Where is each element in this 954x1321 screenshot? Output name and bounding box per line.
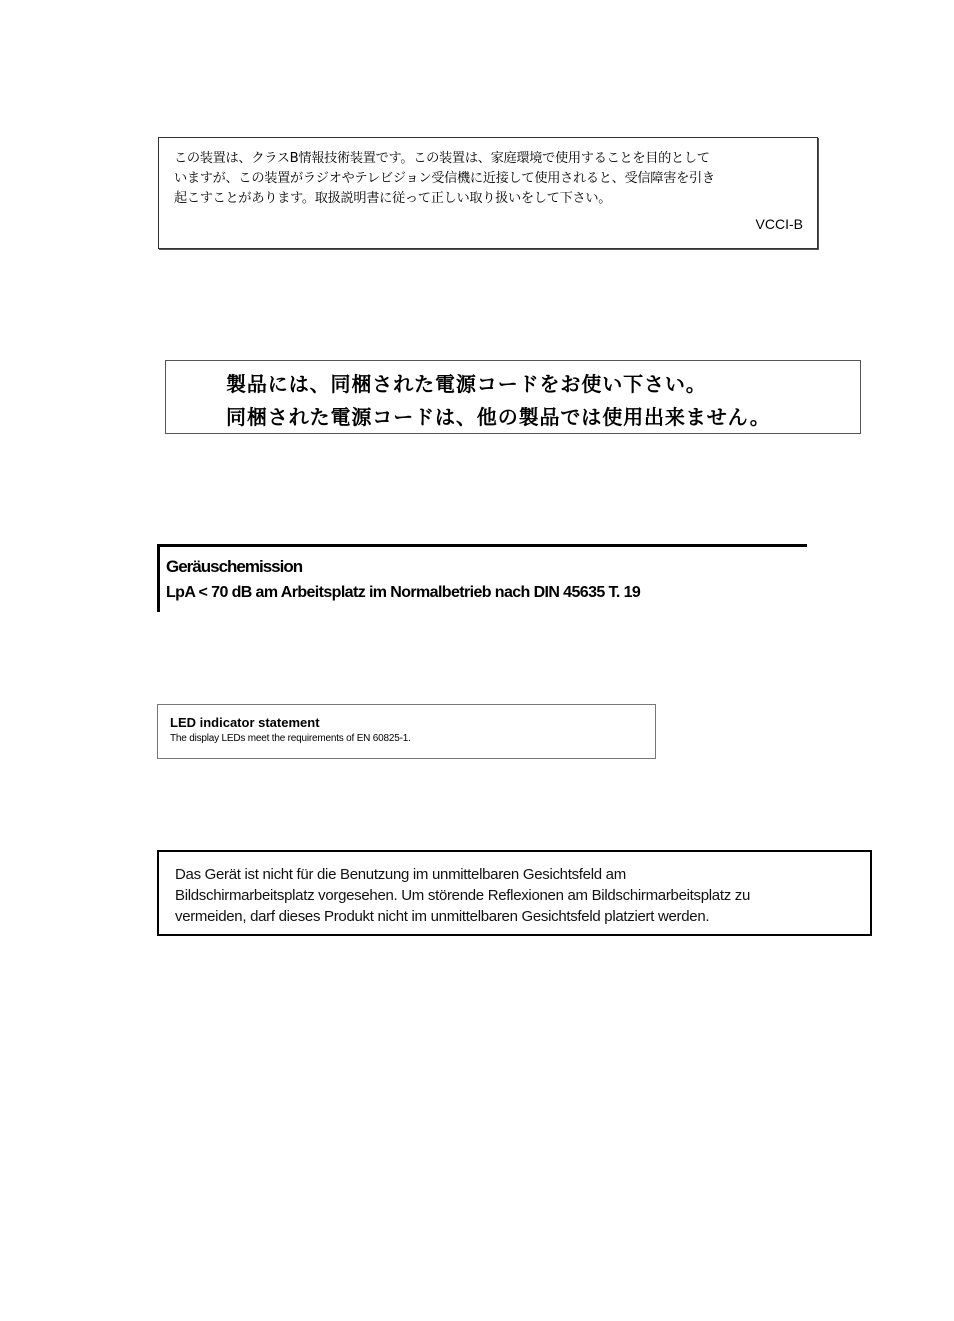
- power-cord-line: 同梱された電源コードは、他の製品では使用出来ません。: [226, 405, 771, 429]
- noise-emission-box: [157, 544, 807, 612]
- workplace-line: Bildschirmarbeitsplatz vorgesehen. Um störende Reflexionen am Bildschirmarbeitsplatz zu: [175, 887, 750, 904]
- workplace-line: vermeiden, darf dieses Produkt nicht im unmittelbaren Gesichtsfeld platziert werden.: [175, 908, 710, 925]
- led-statement-box: [157, 704, 656, 759]
- vcci-line: この装置は、クラスB情報技術装置です。この装置は、家庭環境で使用することを目的として: [174, 151, 710, 166]
- workplace-line: Das Gerät ist nicht für die Benutzung im unmittelbaren Gesichtsfeld am: [175, 866, 626, 883]
- vcci-notice-box: [158, 137, 818, 249]
- vcci-line: いますが、この装置がラジオやテレビジョン受信機に近接して使用されると、受信障害を引き: [174, 171, 715, 186]
- noise-emission-text: LpA < 70 dB am Arbeitsplatz im Normalbetrieb nach DIN 45635 T. 19: [166, 584, 641, 601]
- power-cord-notice-box: [165, 360, 861, 434]
- led-statement-title: LED indicator statement: [170, 715, 320, 730]
- power-cord-line: 製品には、同梱された電源コードをお使い下さい。: [226, 372, 707, 396]
- noise-emission-title: Geräuschemission: [166, 557, 303, 576]
- led-statement-text: The display LEDs meet the requirements of EN 60825-1.: [170, 733, 411, 744]
- vcci-class-code: VCCI-B: [755, 216, 803, 232]
- vcci-line: 起こすことがあります。取扱説明書に従って正しい取り扱いをして下さい。: [174, 191, 612, 206]
- workplace-notice-box: [157, 850, 872, 936]
